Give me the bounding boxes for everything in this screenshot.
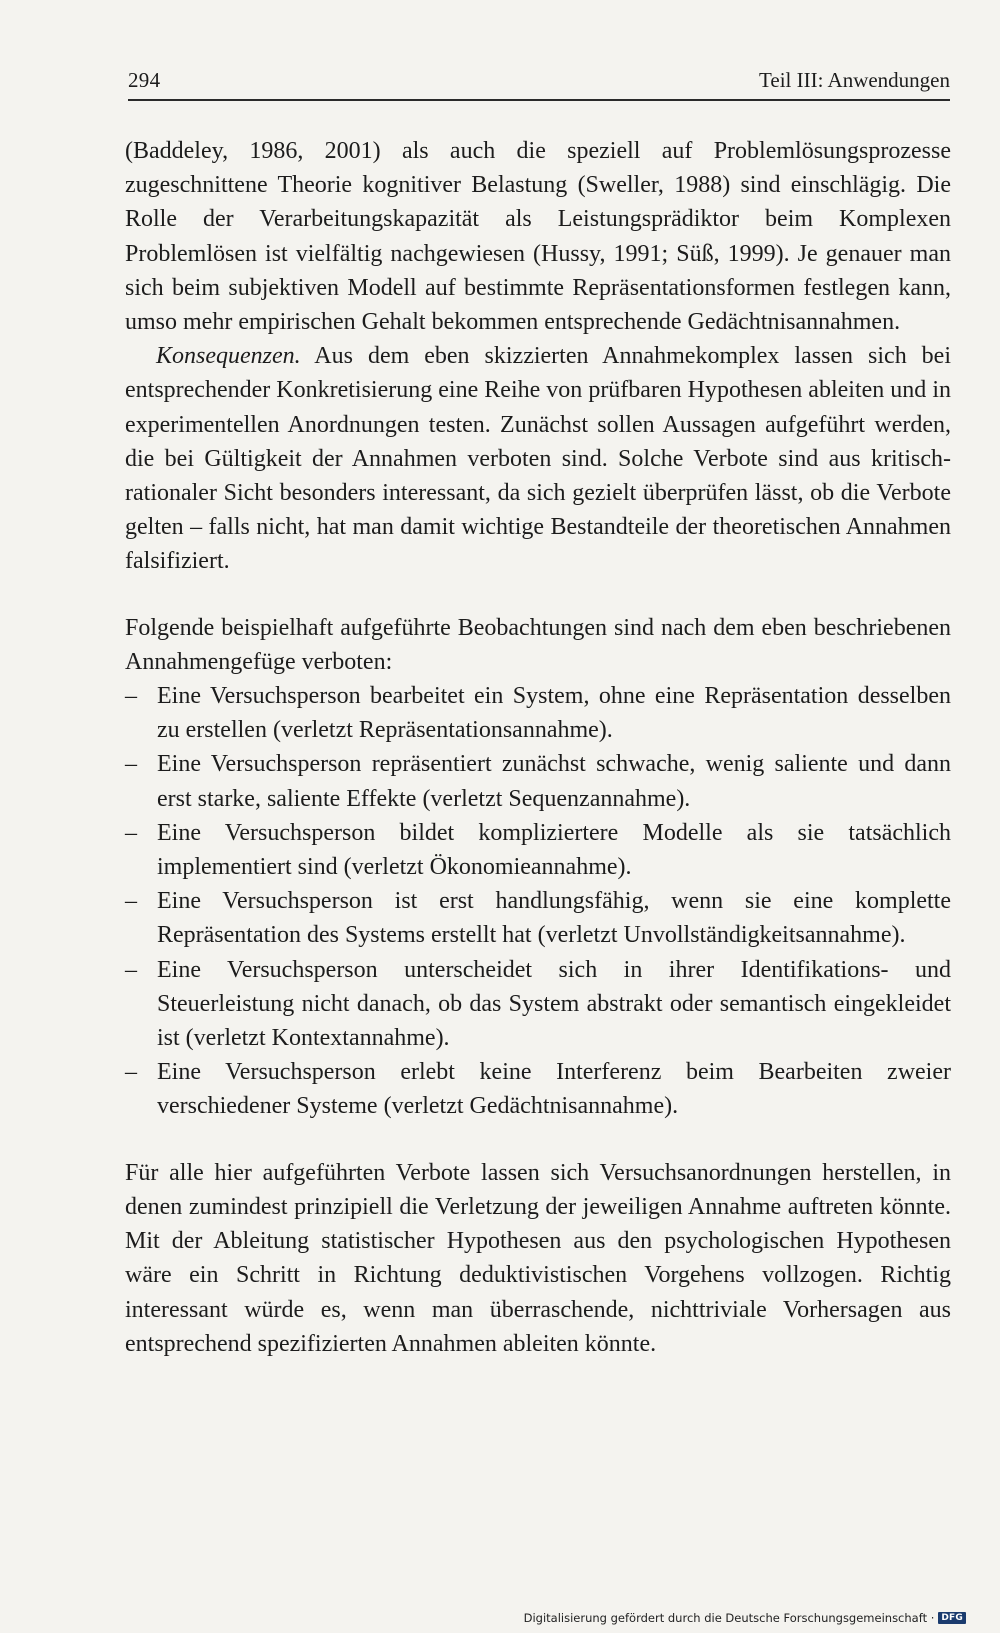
- list-item: [125, 747, 951, 815]
- dash-marker: –: [125, 888, 137, 915]
- prohibition-list: [125, 679, 951, 1124]
- list-item: [125, 1055, 951, 1123]
- list-item-text: Eine Versuchsperson repräsentiert zunächst schwache, wenig saliente und dann erst starke, saliente Effekte (verletzt Sequenzannahme).: [157, 751, 951, 812]
- running-head: Teil III: Anwendungen: [759, 68, 950, 92]
- dfg-logo: DFG: [938, 1612, 966, 1624]
- paragraph-4: Für alle hier aufgeführten Verbote lassen sich Versuchsanordnungen herstellen, in denen zumindest prinzipiell die Verletzung der jeweiligen Annahme auftreten könnte. Mit der Ableitung statistischer Hypothesen aus den psychologischen Hypothesen wäre ein Schritt in Richtung deduktivistischen Vorgehens vollzogen. Richtig interessant würde es, wenn man überraschende, nichttriviale Vorhersagen aus entsprechend spezifizierten Annahmen ableiten könnte.: [125, 1159, 951, 1357]
- page-header: [128, 64, 950, 98]
- list-item-text: Eine Versuchsperson erlebt keine Interferenz beim Bearbeiten zweier verschiedener Systeme (verletzt Gedächtnisannahme).: [157, 1059, 951, 1120]
- paragraph-3: Folgende beispielhaft aufgeführte Beobachtungen sind nach dem eben beschriebenen Annahmengefüge verboten:: [125, 614, 951, 675]
- list-item: [125, 816, 951, 884]
- list-item: [125, 884, 951, 952]
- list-item: [125, 953, 951, 1056]
- paragraph-2-text: Aus dem eben skizzierten Annahmekomplex lassen sich bei entsprechender Konkretisierung eine Reihe von prüfbaren Hypothesen ableiten und in experimentellen Anordnungen testen. Zunächst sollen Aussagen aufgeführt werden, die bei Gültigkeit der Annahmen verboten sind. Solche Verbote sind aus kritisch-rationaler Sicht besonders interessant, da sich gezielt überprüfen lässt, ob die Verbote gelten – falls nicht, hat man damit wichtige Bestandteile der theoretischen Annahmen falsifiziert.: [125, 343, 951, 575]
- list-item-text: Eine Versuchsperson unterscheidet sich in ihrer Identifikations- und Steuerleistung nicht danach, ob das System abstrakt oder semantisch eingekleidet ist (verletzt Kontextannahme).: [157, 956, 951, 1052]
- paragraph-1: (Baddeley, 1986, 2001) als auch die speziell auf Problemlösungsprozesse zugeschnittene Theorie kognitiver Belastung (Sweller, 1988) sind einschlägig. Die Rolle der Verarbeitungskapazität als Leistungsprädiktor beim Komplexen Problemlösen ist vielfältig nachgewiesen (Hussy, 1991; Süß, 1999). Je genauer man sich beim subjektiven Modell auf bestimmte Repräsentationsformen festlegen kann, umso mehr empirischen Gehalt bekommen entsprechende Gedächtnisannahmen.: [125, 138, 951, 336]
- dash-marker: –: [125, 1059, 137, 1086]
- paragraph-2: [125, 339, 951, 578]
- list-item-text: Eine Versuchsperson ist erst handlungsfähig, wenn sie eine komplette Repräsentation des Systems erstellt hat (verletzt Unvollständigkeitsannahme).: [157, 888, 951, 949]
- list-item: [125, 679, 951, 747]
- paragraph-2-label: Konsequenzen.: [156, 343, 301, 370]
- section-gap: [125, 1124, 951, 1156]
- page-number: 294: [128, 68, 161, 92]
- credit-text: Digitalisierung gefördert durch die Deutsche Forschungsgemeinschaft ·: [523, 1611, 935, 1625]
- body-text: [125, 134, 951, 1361]
- section-gap: [125, 579, 951, 611]
- dash-marker: –: [125, 751, 137, 778]
- list-item-text: Eine Versuchsperson bearbeitet ein System, ohne eine Repräsentation desselben zu erstellen (verletzt Repräsentationsannahme).: [157, 683, 951, 744]
- dash-marker: –: [125, 956, 137, 983]
- dash-marker: –: [125, 683, 137, 710]
- header-rule: [128, 99, 950, 101]
- digitization-credit: [524, 1611, 966, 1625]
- dash-marker: –: [125, 819, 137, 846]
- list-item-text: Eine Versuchsperson bildet kompliziertere Modelle als sie tatsächlich implementiert sind (verletzt Ökonomieannahme).: [157, 819, 951, 881]
